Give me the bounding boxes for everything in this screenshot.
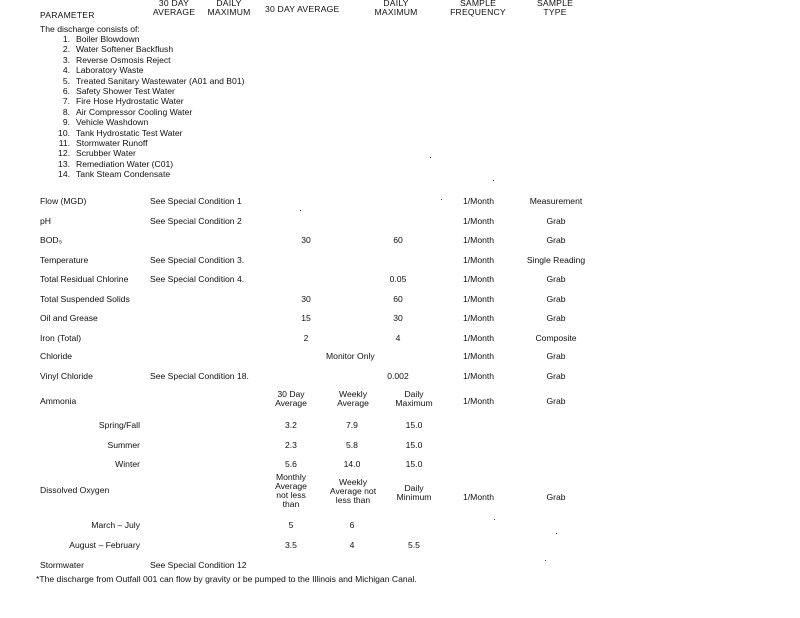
do-header-line: than [282,499,300,509]
ammonia-season-name: Spring/Fall [98,420,140,430]
ammonia-season-30day: 3.2 [285,420,297,430]
discharge-item-text: Tank Hydrostatic Test Water [76,127,183,138]
col-header-30day-line1: 30 DAY [158,0,190,8]
param-30day-average: 2 [303,332,309,343]
do-header-line: less than [335,495,371,505]
discharge-item-text: Safety Shower Test Water [76,86,175,96]
param-sample-frequency: 1/Month [463,313,495,323]
param-name: pH [40,215,51,226]
col-header-daily-maximum [204,0,254,17]
discharge-item-number: 2. [62,44,70,55]
discharge-item-text: Fire Hose Hydrostatic Water [76,96,184,107]
param-daily-maximum: 0.05 [389,274,407,284]
ammonia-season-30day: 2.3 [285,439,297,450]
ammonia-season-daily: 15.0 [405,439,423,450]
discharge-item-text: Air Compressor Cooling Water [76,106,193,117]
discharge-item-number: 12. [58,148,70,159]
chloride-param: Chloride [40,351,73,361]
param-daily-maximum: 30 [393,313,403,323]
discharge-item-text: Scrubber Water [76,148,136,159]
discharge-item-number: 6. [62,86,70,96]
do-header-daily [388,484,440,502]
param-sample-frequency: 1/Month [463,274,495,284]
col-header-parameter: PARAMETER [40,10,95,20]
discharge-item-text: Stormwater Runoff [76,138,148,148]
param-sample-type: Single Reading [526,254,586,265]
param-30day-average: 15 [301,313,311,323]
vinyl-chloride-sample-type: Grab [546,371,566,381]
stormwater-param: Stormwater [40,560,84,570]
do-period-name: August – February [69,540,140,550]
dissolved-oxygen-frequency: 1/Month [463,492,495,502]
param-sample-frequency: 1/Month [463,215,495,226]
scan-speck [545,560,546,561]
col-header-daily-line2: MAXIMUM [207,7,251,17]
scan-speck [493,180,494,181]
do-header-line: Daily [404,483,424,493]
ammonia-frequency: 1/Month [463,396,495,406]
col-header-30day-average-conc: 30 DAY AVERAGE [265,4,340,14]
ammonia-header-weekly-line1: Weekly [338,389,368,399]
col-header-daily-line1: DAILY [216,0,242,8]
discharge-item-number: 8. [62,106,70,117]
ammonia-season-weekly: 7.9 [346,420,358,430]
scan-speck [441,199,442,200]
ammonia-season-30day: 5.6 [285,459,297,469]
col-header-sample-frequency [440,0,516,17]
do-header-line: Monthly [275,472,307,482]
param-name: BOD₅ [40,235,63,245]
discharge-item-number: 13. [58,158,70,169]
param-sample-type: Grab [546,313,566,323]
discharge-item-number: 14. [58,169,70,180]
do-period-monthly: 5 [288,520,294,530]
param-sample-type: Grab [546,235,566,245]
discharge-item-number: 1. [62,34,70,44]
do-header-line: not less [276,490,306,500]
param-name: Total Residual Chlorine [40,274,129,284]
scan-speck [494,519,495,520]
vinyl-chloride-frequency: 1/Month [463,371,495,381]
ammonia-header-weekly-line2: Average [337,398,369,408]
col-header-type-line1: SAMPLE [536,0,574,8]
col-header-30day-line2: AVERAGE [152,7,196,17]
param-daily-maximum: 60 [393,293,403,304]
do-header-line: Minimum [396,492,432,502]
vinyl-chloride-param: Vinyl Chloride [40,371,93,381]
ammonia-header-30day-line1: 30 Day [277,389,305,399]
param-sample-type: Composite [535,332,577,343]
param-sample-type: Grab [546,274,566,284]
param-30day-average: 30 [301,293,311,304]
do-period-name: March – July [91,520,140,530]
discharge-item-text: Tank Steam Condensate [76,169,171,180]
do-period-monthly: 3.5 [285,540,297,550]
param-name: Temperature [40,254,89,265]
dissolved-oxygen-param: Dissolved Oxygen [40,485,110,495]
param-sample-type: Grab [546,293,566,304]
discharge-item-number: 5. [62,75,70,86]
vinyl-chloride-note: See Special Condition 18. [150,371,249,381]
param-30day-average: 30 [301,235,311,245]
param-note: See Special Condition 1 [150,196,242,206]
discharge-item-number: 4. [62,65,70,76]
ammonia-season-daily: 15.0 [405,459,423,469]
discharge-item-number: 10. [58,127,70,138]
param-sample-frequency: 1/Month [463,293,495,304]
discharge-item-number: 3. [62,54,70,65]
vinyl-chloride-daily-max: 0.002 [387,371,409,381]
param-daily-maximum: 4 [395,332,401,343]
param-sample-frequency: 1/Month [463,235,495,245]
discharge-item-number: 11. [58,138,70,148]
discharge-item-number: 9. [62,117,70,128]
discharge-item-text: Water Softener Backflush [76,44,174,55]
discharge-item-text: Laboratory Waste [76,65,144,76]
scan-speck [556,533,557,534]
col-header-type-line2: TYPE [543,7,567,17]
chloride-sample-type: Grab [546,351,566,361]
param-note: See Special Condition 3. [150,254,245,265]
ammonia-header-daily [388,390,440,408]
ammonia-header-weekly [328,390,378,408]
param-name: Total Suspended Solids [40,293,130,304]
stormwater-note: See Special Condition 12 [150,560,247,570]
param-name: Flow (MGD) [40,196,87,206]
ammonia-sample-type: Grab [546,396,566,406]
scan-speck [430,157,431,158]
param-sample-frequency: 1/Month [463,254,495,265]
ammonia-header-daily-line1: Daily [404,389,424,399]
param-sample-type: Grab [546,215,566,226]
do-header-monthly [266,473,316,509]
chloride-frequency: 1/Month [463,351,495,361]
ammonia-header-30day-line2: Average [275,398,307,408]
param-name: Iron (Total) [40,332,82,343]
col-header-freq-line2: FREQUENCY [450,7,506,17]
param-sample-type: Measurement [529,196,583,206]
do-header-line: Average [275,481,307,491]
discharge-item-text: Reverse Osmosis Reject [76,54,171,65]
ammonia-param: Ammonia [40,396,77,406]
col-header-sample-type [522,0,588,17]
ammonia-header-daily-line2: Maximum [395,398,433,408]
discharge-intro: The discharge consists of: [40,24,140,34]
discharge-item-number: 7. [62,96,70,107]
do-header-line: Weekly [338,477,368,487]
ammonia-season-name: Winter [115,459,140,469]
param-sample-frequency: 1/Month [463,196,495,206]
param-name: Oil and Grease [40,313,98,323]
ammonia-season-name: Summer [107,439,140,450]
discharge-item-text: Boiler Blowdown [76,34,140,44]
col-header-daily2-line2: MAXIMUM [374,7,418,17]
discharge-item-text: Vehicle Washdown [76,117,149,128]
col-header-freq-line1: SAMPLE [459,0,497,8]
param-note: See Special Condition 2 [150,215,242,226]
do-header-line: Average not [329,486,377,496]
param-daily-maximum: 60 [393,235,403,245]
discharge-item-text: Treated Sanitary Wastewater (A01 and B01) [76,75,245,86]
do-period-weekly: 4 [349,540,355,550]
do-header-weekly [322,478,384,505]
ammonia-season-weekly: 5.8 [346,439,358,450]
footnote: *The discharge from Outfall 001 can flow by gravity or be pumped to the Illinois and Michigan Canal. [36,574,417,584]
col-header-daily2-line1: DAILY [383,0,409,8]
do-period-daily: 5.5 [408,540,420,550]
dissolved-oxygen-sample-type: Grab [546,492,566,502]
chloride-monitor-only: Monitor Only [326,351,375,361]
ammonia-season-daily: 15.0 [405,420,423,430]
ammonia-season-weekly: 14.0 [343,459,361,469]
param-note: See Special Condition 4. [150,274,245,284]
col-header-30day-average [146,0,202,17]
do-period-weekly: 6 [349,520,355,530]
col-header-daily-maximum-conc [366,0,426,17]
param-sample-frequency: 1/Month [463,332,495,343]
discharge-item-text: Remediation Water (C01) [76,158,174,169]
scan-speck [300,210,301,211]
ammonia-header-30day [266,390,316,408]
